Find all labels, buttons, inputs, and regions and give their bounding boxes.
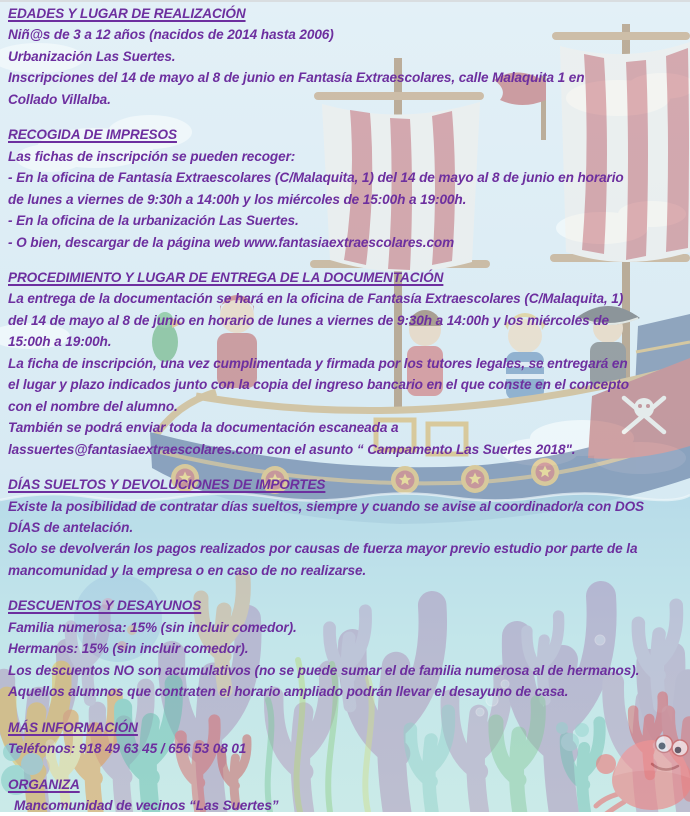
section-recogida xyxy=(8,124,688,253)
text-line: mancomunidad y la empresa o en caso de no realizarse. xyxy=(8,560,688,581)
section-dias-sueltos xyxy=(8,474,688,581)
descuentos-heading: DESCUENTOS Y DESAYUNOS xyxy=(8,595,688,616)
procedimiento-heading: PROCEDIMIENTO Y LUGAR DE ENTREGA DE LA DOCUMENTACIÓN xyxy=(8,267,688,288)
section-organiza xyxy=(8,774,688,816)
text-line: - O bien, descargar de la página web www.fantasiaextraescolares.com xyxy=(8,232,688,253)
text-line: Aquellos alumnos que contraten el horario ampliado podrán llevar el desayuno de casa. xyxy=(8,681,688,702)
mas-informacion-heading: MÁS INFORMACIÓN xyxy=(8,717,688,738)
section-procedimiento xyxy=(8,267,688,460)
organizer-name: Mancomunidad de vecinos “Las Suertes” xyxy=(8,795,688,816)
text-line: Collado Villalba. xyxy=(8,89,688,110)
text-line: del 14 de mayo al 8 de junio en horario de lunes a viernes de 9:30h a 14:00h y los miércoles de xyxy=(8,310,688,331)
phone-numbers: Teléfonos: 918 49 63 45 / 656 53 08 01 xyxy=(8,738,688,759)
text-line: Solo se devolverán los pagos realizados por causas de fuerza mayor previo estudio por parte de la xyxy=(8,538,688,559)
text-line: Las fichas de inscripción se pueden recoger: xyxy=(8,146,688,167)
flyer-content xyxy=(8,3,688,816)
text-line: Inscripciones del 14 de mayo al 8 de junio en Fantasía Extraescolares, calle Malaquita 1 en xyxy=(8,67,688,88)
text-line: DÍAS de antelación. xyxy=(8,517,688,538)
text-line: con el nombre del alumno. xyxy=(8,396,688,417)
recogida-heading: RECOGIDA DE IMPRESOS xyxy=(8,124,688,145)
text-line: Urbanización Las Suertes. xyxy=(8,46,688,67)
text-line: Los descuentos NO son acumulativos (no se puede sumar el de familia numerosa al de hermanos). xyxy=(8,660,688,681)
text-line: Familia numerosa: 15% (sin incluir comedor). xyxy=(8,617,688,638)
text-line: Niñ@s de 3 a 12 años (nacidos de 2014 hasta 2006) xyxy=(8,24,688,45)
text-line: Existe la posibilidad de contratar días sueltos, siempre y cuando se avise al coordinador/a con DOS xyxy=(8,496,688,517)
organiza-heading: ORGANIZA xyxy=(8,774,688,795)
text-line: La entrega de la documentación se hará en la oficina de Fantasía Extraescolares (C/Malaquita, 1) xyxy=(8,288,688,309)
text-line: el lugar y plazo indicados junto con la copia del ingreso bancario en el que conste en el concepto xyxy=(8,374,688,395)
text-line: 15:00h a 19:00h. xyxy=(8,331,688,352)
edades-heading: EDADES Y LUGAR DE REALIZACIÓN xyxy=(8,3,688,24)
text-line: de lunes a viernes de 9:30h a 14:00h y los miércoles de 15:00h a 19:00h. xyxy=(8,189,688,210)
section-descuentos xyxy=(8,595,688,702)
text-line: La ficha de inscripción, una vez cumplimentada y firmada por los tutores legales, se entregará en xyxy=(8,353,688,374)
section-mas-informacion xyxy=(8,717,688,760)
section-edades xyxy=(8,3,688,110)
text-line: lassuertes@fantasiaextraescolares.com con el asunto “ Campamento Las Suertes 2018". xyxy=(8,439,688,460)
text-line: - En la oficina de Fantasía Extraescolares (C/Malaquita, 1) del 14 de mayo al 8 de junio en horario xyxy=(8,167,688,188)
text-line: Hermanos: 15% (sin incluir comedor). xyxy=(8,638,688,659)
text-line: También se podrá enviar toda la documentación escaneada a xyxy=(8,417,688,438)
dias-sueltos-heading: DÍAS SUELTOS Y DEVOLUCIONES DE IMPORTES xyxy=(8,474,688,495)
text-line: - En la oficina de la urbanización Las Suertes. xyxy=(8,210,688,231)
window-top-edge xyxy=(0,0,690,2)
